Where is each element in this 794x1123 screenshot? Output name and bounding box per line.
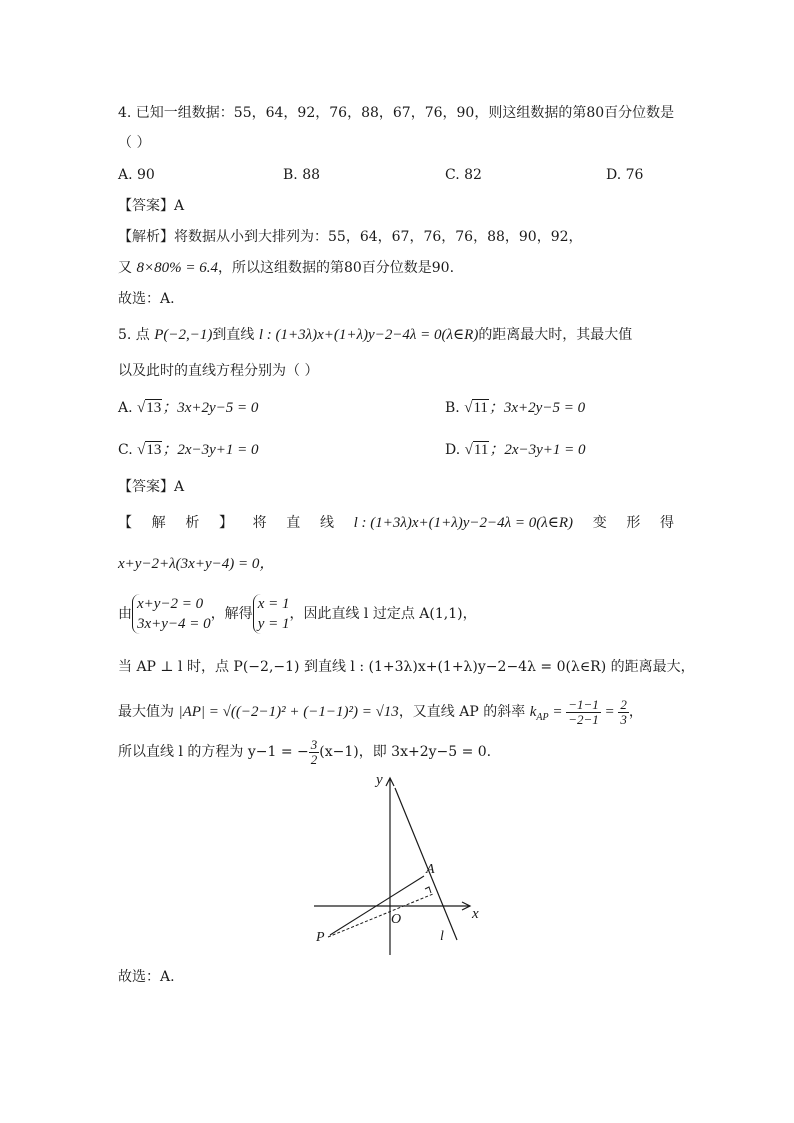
q5-max-mid: ，又直线 AP 的斜率 bbox=[398, 704, 530, 720]
q5-eq-frac bbox=[309, 738, 320, 767]
q5-eq-pre: 所以直线 l 的方程为 y−1 = − bbox=[118, 744, 309, 760]
fig-label-x: x bbox=[472, 906, 479, 922]
q5-option-d: D. √11；2x−3y+1 = 0 bbox=[445, 442, 586, 458]
q4-conclusion: 故选：A. bbox=[118, 291, 175, 307]
q5-slope-value-num: 2 bbox=[620, 696, 627, 712]
q5-stem-line: l : (1+3λ)x+(1+λ)y−2−4λ = 0(λ∈R) bbox=[258, 327, 479, 343]
segment-ap-dashed bbox=[328, 894, 433, 937]
q4-option-a: A. 90 bbox=[118, 167, 155, 183]
q5-analysis-char: 【 bbox=[118, 515, 132, 531]
q5-analysis-char: 形 bbox=[626, 515, 641, 531]
q5-option-d-eq: ；2x−3y+1 = 0 bbox=[489, 442, 586, 458]
q5-eq-den: 2 bbox=[310, 751, 318, 767]
q4-answer: 【答案】A bbox=[118, 198, 185, 214]
q5-option-d-root: 11 bbox=[473, 442, 489, 458]
q5-max-pre: 最大值为 bbox=[118, 704, 179, 720]
q5-system-mid: ，解得 bbox=[210, 606, 253, 622]
q5-option-a-root: 13 bbox=[146, 400, 162, 416]
q5-slope-end: ， bbox=[628, 704, 643, 720]
q5-analysis-line2 bbox=[118, 554, 274, 574]
q5-option-a-label: A. bbox=[118, 400, 133, 416]
q4-analysis-pre: 又 bbox=[118, 260, 137, 276]
q5-analysis-line1 bbox=[118, 513, 674, 533]
q4-analysis-line1: 【解析】将数据从小到大排列为：55，64，67，76，76，88，90，92， bbox=[118, 229, 583, 245]
q5-slope-eq: = bbox=[548, 704, 567, 720]
q5-slope-k: k bbox=[529, 704, 537, 720]
q5-system-1 bbox=[132, 594, 211, 634]
q5-slope-frac bbox=[566, 698, 601, 727]
q5-option-c: C. √13；2x−3y+1 = 0 bbox=[118, 442, 259, 458]
q4-analysis-line2 bbox=[118, 258, 454, 278]
q5-option-b-root: 11 bbox=[473, 400, 488, 416]
q5-slope-eq2: = bbox=[600, 704, 619, 720]
q5-equation-line bbox=[118, 737, 491, 767]
q5-stem-mid: 到直线 bbox=[212, 327, 259, 343]
q5-analysis-line-eq: l : (1+3λ)x+(1+λ)y−2−4λ = 0(λ∈R) bbox=[353, 515, 574, 531]
q5-max-expr: |AP| = √((−2−1)² + (−1−1)²) = √13 bbox=[178, 704, 399, 720]
q4-option-d: D. 76 bbox=[606, 167, 644, 183]
q5-option-a: A. √13；3x+2y−5 = 0 bbox=[118, 400, 259, 416]
q5-option-b: B. √11；3x+2y−5 = 0 bbox=[445, 400, 586, 416]
fig-label-l: l bbox=[440, 929, 444, 944]
q5-slope-sub: AP bbox=[536, 711, 549, 723]
q5-figure bbox=[300, 770, 500, 960]
q5-option-a-eq: ；3x+2y−5 = 0 bbox=[162, 400, 259, 416]
q5-analysis-char: 析 bbox=[185, 515, 200, 531]
q5-system-1-eq1: x+y−2 = 0 bbox=[137, 596, 204, 612]
q5-analysis-char: 直 bbox=[286, 515, 301, 531]
q5-stem-line2: 以及此时的直线方程分别为（ ） bbox=[118, 363, 319, 379]
q4-option-b: B. 88 bbox=[283, 167, 321, 183]
q5-system-2-eq2: y = 1 bbox=[257, 616, 290, 632]
q5-slope-den: −2−1 bbox=[568, 711, 599, 727]
q5-system-2 bbox=[253, 594, 290, 634]
fig-label-o: O bbox=[391, 912, 402, 927]
q5-eq-post: (x−1)，即 3x+2y−5 = 0. bbox=[319, 744, 492, 760]
q5-analysis-char: 变 bbox=[592, 515, 607, 531]
q5-slope-num: −1−1 bbox=[568, 696, 599, 712]
q5-system-1-eq2: 3x+y−4 = 0 bbox=[137, 616, 211, 632]
q5-stem-line1 bbox=[118, 325, 632, 345]
q5-analysis-char: 】 bbox=[218, 515, 233, 531]
q5-analysis-char: 解 bbox=[151, 515, 166, 531]
fig-label-y: y bbox=[376, 772, 383, 788]
q5-stem-pre: 5. 点 bbox=[118, 327, 155, 343]
q5-analysis-char: 将 bbox=[252, 515, 267, 531]
q5-stem-point: P(−2,−1) bbox=[154, 327, 213, 343]
q5-system-post: ，因此直线 l 过定点 A(1,1)， bbox=[289, 606, 477, 622]
q5-option-c-root: 13 bbox=[146, 442, 162, 458]
q5-option-c-label: C. bbox=[118, 442, 133, 458]
q5-answer: 【答案】A bbox=[118, 479, 185, 495]
q5-option-d-label: D. bbox=[445, 442, 461, 458]
fig-label-p: P bbox=[316, 930, 325, 945]
q4-analysis-post: ，所以这组数据的第80百分位数是90. bbox=[217, 260, 455, 276]
q5-analysis-char: 线 bbox=[319, 515, 334, 531]
q4-stem: 4. 已知一组数据：55，64，92，76，88，67，76，90，则这组数据的第80百分位数是 bbox=[118, 105, 675, 121]
q5-system-line bbox=[118, 594, 477, 634]
fig-label-a: A bbox=[426, 862, 435, 877]
q5-system-2-eq1: x = 1 bbox=[257, 596, 290, 612]
q5-perp-line: 当 AP ⊥ l 时，点 P(−2,−1) 到直线 l : (1+3λ)x+(1+λ)y−2−4λ = 0(λ∈R) 的距离最大， bbox=[118, 659, 695, 675]
q5-system-pre: 由 bbox=[118, 606, 132, 622]
q5-option-b-label: B. bbox=[445, 400, 460, 416]
q5-option-b-eq: ；3x+2y−5 = 0 bbox=[488, 400, 586, 416]
q5-slope-value-den: 3 bbox=[620, 711, 627, 727]
q5-eq-num: 3 bbox=[310, 736, 318, 752]
q4-paren: （ ） bbox=[118, 135, 151, 151]
q5-max-line bbox=[118, 697, 643, 733]
q4-option-c: C. 82 bbox=[445, 167, 482, 183]
q4-analysis-math: 8×80% = 6.4 bbox=[136, 260, 218, 276]
q5-stem-post: 的距离最大时，其最大值 bbox=[478, 327, 633, 343]
q5-analysis-char: 得 bbox=[660, 515, 674, 531]
q5-option-c-eq: ；2x−3y+1 = 0 bbox=[162, 442, 259, 458]
q5-conclusion: 故选：A. bbox=[118, 969, 175, 985]
q5-analysis-rewritten: x+y−2+λ(3x+y−4) = 0， bbox=[118, 556, 275, 572]
q5-slope-value bbox=[618, 698, 629, 727]
right-angle-mark bbox=[425, 887, 431, 893]
